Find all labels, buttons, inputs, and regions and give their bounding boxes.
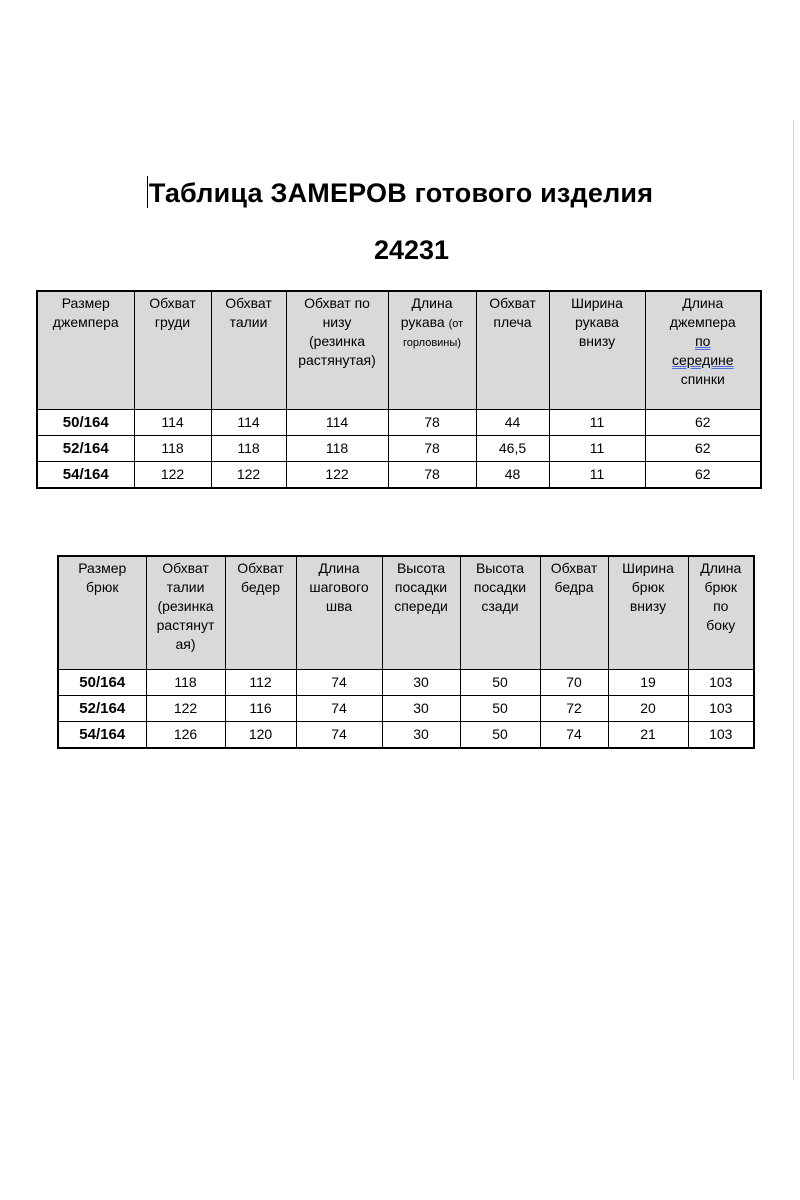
table-cell: 72 [540, 696, 608, 722]
header-text-line: талии [166, 579, 205, 595]
header-text-line: Размер [61, 295, 110, 311]
header-hem [286, 291, 388, 410]
header-text-line: бедра [554, 579, 594, 595]
header-text-line: плеча [493, 314, 532, 330]
table-cell: 126 [146, 722, 225, 749]
header-text-line: посадки [473, 579, 527, 595]
header-inseam [296, 556, 382, 670]
header-text-line: посадки [394, 579, 448, 595]
header-text-line: Длина [411, 295, 453, 311]
table-row [58, 696, 754, 722]
table-cell: 30 [382, 722, 460, 749]
header-text-line: (резинка [308, 333, 366, 349]
size-cell: 52/164 [37, 436, 134, 462]
header-text-line: Длина [318, 560, 360, 576]
trousers-header-row [58, 556, 754, 670]
trousers-measurements-table [57, 555, 755, 749]
table-cell: 116 [225, 696, 296, 722]
header-text-line: (резинка [157, 598, 214, 614]
size-cell: 50/164 [58, 670, 146, 696]
header-text-line: по [695, 333, 711, 349]
table-row [37, 462, 761, 489]
header-text-line: брюк [704, 579, 737, 595]
document-title-text: Таблица ЗАМЕРОВ готового изделия [148, 178, 654, 208]
table-row [58, 722, 754, 749]
header-text-line: спереди [394, 598, 448, 614]
header-waist [211, 291, 286, 410]
article-number: 24231 [373, 235, 450, 265]
text-cursor [147, 176, 148, 208]
header-text-line: Ширина [571, 295, 623, 311]
table-cell: 112 [225, 670, 296, 696]
header-text-line: Высота [475, 560, 525, 576]
header-text-line [389, 313, 476, 334]
header-text-line: Обхват [162, 560, 209, 576]
table-cell: 62 [645, 436, 761, 462]
header-text-line: брюк [86, 579, 119, 595]
header-text-line: растянут [156, 617, 215, 633]
header-text-line: растянутая) [298, 352, 376, 368]
header-text-line: Высота [396, 560, 446, 576]
table-cell: 103 [688, 696, 754, 722]
table-cell: 103 [688, 670, 754, 696]
table-cell: 122 [211, 462, 286, 489]
table-cell: 122 [134, 462, 211, 489]
table-row [37, 436, 761, 462]
header-text-line: Обхват [550, 560, 598, 576]
table-row [37, 410, 761, 436]
header-sleeve-length [388, 291, 476, 410]
table-cell: 11 [549, 410, 645, 436]
header-leg-width [608, 556, 688, 670]
header-text-line: Обхват [489, 295, 536, 311]
header-text-line: внизу [629, 598, 667, 614]
table-cell: 120 [225, 722, 296, 749]
header-text-line: (от [448, 318, 464, 330]
table-cell: 122 [286, 462, 388, 489]
table-cell: 46,5 [476, 436, 549, 462]
table-cell: 118 [134, 436, 211, 462]
size-cell: 54/164 [37, 462, 134, 489]
table-cell: 19 [608, 670, 688, 696]
header-side-length [688, 556, 754, 670]
table-cell: 118 [211, 436, 286, 462]
table-cell: 122 [146, 696, 225, 722]
table-cell: 74 [296, 696, 382, 722]
header-hips [225, 556, 296, 670]
table-cell: 11 [549, 462, 645, 489]
size-cell: 54/164 [58, 722, 146, 749]
header-text-line: шагового [309, 579, 369, 595]
table-cell: 20 [608, 696, 688, 722]
header-front-rise [382, 556, 460, 670]
header-text-line: груди [154, 314, 191, 330]
header-text-line: Размер [78, 560, 127, 576]
header-text-line: по [713, 598, 729, 614]
table-cell: 74 [296, 670, 382, 696]
header-chest [134, 291, 211, 410]
header-text-line: боку [706, 617, 736, 633]
header-text-line: низу [322, 314, 352, 330]
header-text-line: Длина [700, 560, 742, 576]
table-cell: 21 [608, 722, 688, 749]
table-cell: 62 [645, 462, 761, 489]
document-title [0, 176, 800, 209]
table-cell: 11 [549, 436, 645, 462]
header-trousers-size [58, 556, 146, 670]
table-cell: 74 [296, 722, 382, 749]
header-shoulder [476, 291, 549, 410]
header-text-line: Обхват по [304, 295, 370, 311]
table-cell: 74 [540, 722, 608, 749]
size-cell: 52/164 [58, 696, 146, 722]
header-text-line: Длина [682, 295, 724, 311]
table-cell: 103 [688, 722, 754, 749]
jumper-measurements-table [36, 290, 762, 489]
jumper-header-row [37, 291, 761, 410]
header-sleeve-width [549, 291, 645, 410]
table-cell: 78 [388, 462, 476, 489]
table-cell: 50 [460, 722, 540, 749]
header-thigh [540, 556, 608, 670]
header-text-line: спинки [680, 371, 725, 387]
header-text-line: горловины) [403, 337, 461, 349]
header-text-line: Обхват [237, 560, 284, 576]
header-text-line: Обхват [149, 295, 196, 311]
size-cell: 50/164 [37, 410, 134, 436]
header-text-line: талии [229, 314, 268, 330]
header-jumper-length [645, 291, 761, 410]
table-cell: 44 [476, 410, 549, 436]
header-text-line: середине [671, 352, 734, 368]
header-text-line: рукава [400, 314, 445, 330]
table-cell: 30 [382, 670, 460, 696]
header-waist [146, 556, 225, 670]
header-text-line: внизу [578, 333, 616, 349]
table-cell: 62 [645, 410, 761, 436]
header-text-line: шва [325, 598, 353, 614]
header-text-line: рукава [575, 314, 619, 330]
table-row [58, 670, 754, 696]
table-cell: 118 [286, 436, 388, 462]
header-jumper-size [37, 291, 134, 410]
table-cell: 78 [388, 410, 476, 436]
table-cell: 50 [460, 696, 540, 722]
table-cell: 48 [476, 462, 549, 489]
header-text-line: бедер [240, 579, 281, 595]
header-text-line: Ширина [622, 560, 674, 576]
table-cell: 114 [286, 410, 388, 436]
header-text-line: сзади [481, 598, 519, 614]
header-text-line: Обхват [225, 295, 272, 311]
header-text-line: ая) [175, 636, 196, 652]
header-text-line: брюк [631, 579, 665, 595]
table-cell: 78 [388, 436, 476, 462]
table-cell: 70 [540, 670, 608, 696]
header-text-line: джемпера [669, 314, 736, 330]
header-back-rise [460, 556, 540, 670]
table-cell: 118 [146, 670, 225, 696]
header-text-line: джемпера [52, 314, 119, 330]
table-cell: 50 [460, 670, 540, 696]
table-cell: 114 [134, 410, 211, 436]
table-cell: 30 [382, 696, 460, 722]
table-cell: 114 [211, 410, 286, 436]
